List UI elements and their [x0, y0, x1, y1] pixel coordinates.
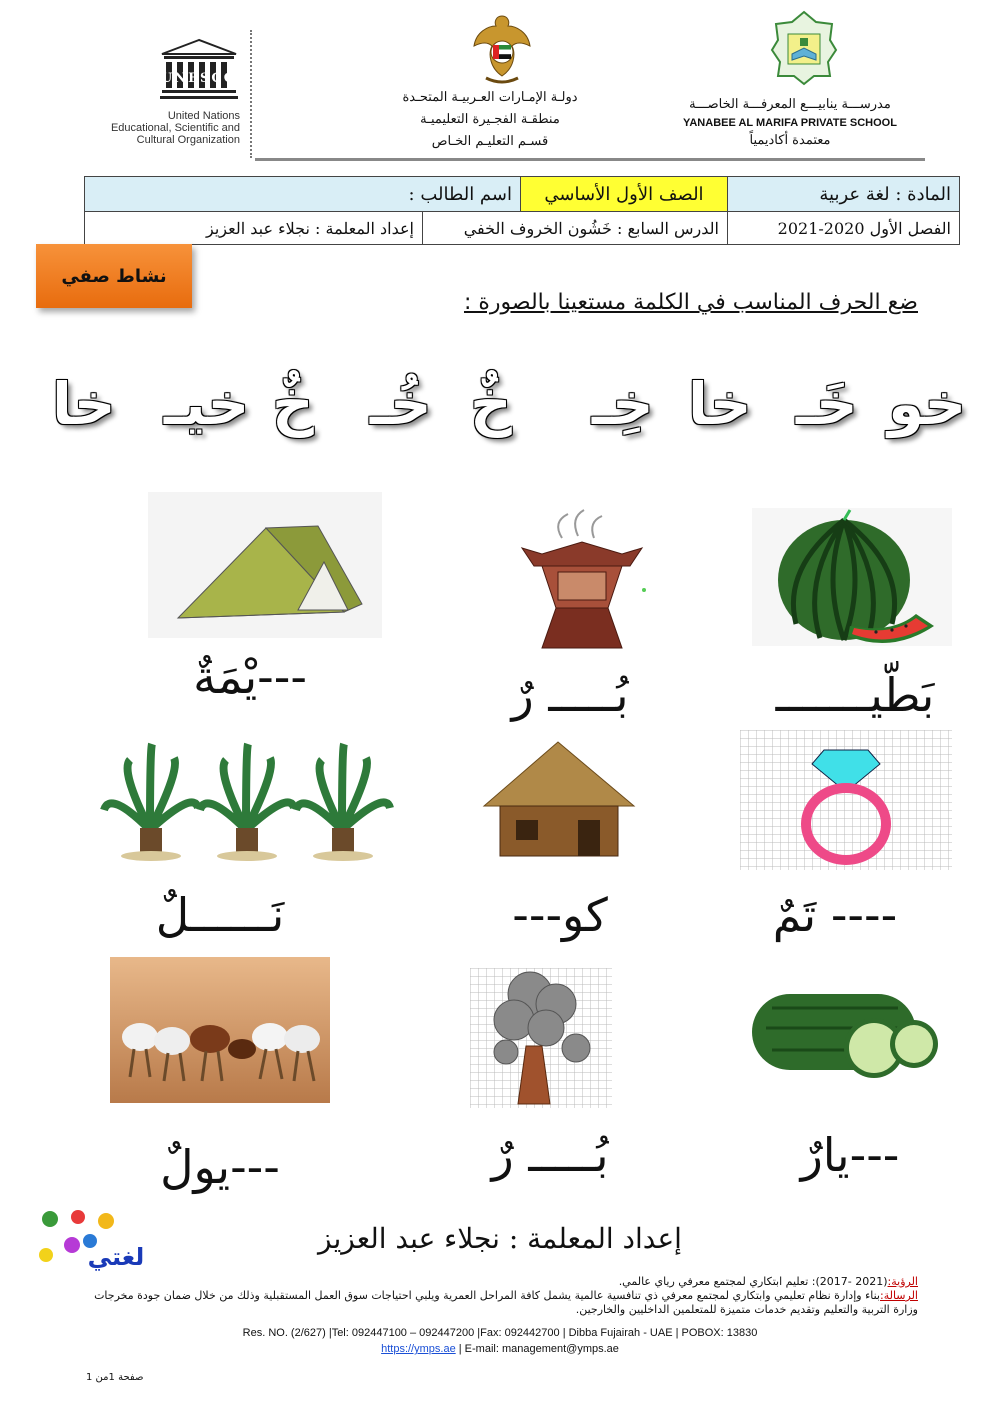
hut-icon	[478, 736, 640, 858]
word-blank[interactable]: ---يولٌ	[160, 1140, 280, 1194]
page-number: صفحة 1من 1	[86, 1372, 144, 1383]
header-rule	[255, 158, 925, 161]
letter-row	[40, 370, 970, 460]
letter-option[interactable]: خا	[52, 370, 116, 438]
vision-label: الرؤية:	[887, 1275, 918, 1288]
ministry-line: دولـة الإمـارات العـربيـة المتحـدة	[402, 90, 578, 105]
tent-icon	[148, 492, 382, 638]
lughati-logo	[30, 1205, 145, 1283]
smoke-icon	[470, 968, 612, 1108]
school-accredited: معتمدة أكاديمياً	[749, 133, 831, 148]
letter-option[interactable]: خيـ	[164, 370, 250, 438]
unesco-line: United Nations	[167, 110, 240, 122]
prepared-by: إعداد المعلمة : نجلاء عبد العزيز	[318, 1222, 682, 1255]
word-blank[interactable]: بُـــــ رٌ	[491, 1128, 609, 1182]
letter-option[interactable]: خا	[688, 370, 752, 438]
unesco-caption	[100, 110, 240, 146]
letter-option[interactable]: خٌ	[272, 370, 314, 438]
letter-option[interactable]: خَـ	[796, 370, 858, 438]
ministry-block	[380, 88, 600, 154]
activity-badge: نشاط صفي	[36, 244, 192, 308]
unesco-line: Cultural Organization	[136, 134, 240, 146]
word-blank[interactable]: كو---	[512, 888, 608, 942]
subject-cell: المادة : لغة عربية	[728, 177, 960, 212]
word-blank[interactable]: ---يْمَةٌ	[193, 650, 307, 704]
contact-block	[100, 1325, 900, 1357]
unesco-line: Educational, Scientific and	[110, 122, 240, 134]
school-name-en: YANABEE AL MARIFA PRIVATE SCHOOL	[683, 117, 897, 129]
info-row	[85, 177, 960, 212]
watermelon-icon	[752, 508, 952, 646]
student-name-cell[interactable]: اسم الطالب :	[85, 177, 521, 212]
uae-emblem-icon	[470, 12, 534, 88]
horses-icon	[110, 957, 330, 1103]
svg-text:UNESCO: UNESCO	[160, 71, 238, 86]
vision-line	[80, 1275, 918, 1289]
lesson-cell: الدرس السابع : خَشُون الخروف الخفي	[422, 212, 727, 245]
vision-mission	[80, 1275, 918, 1317]
cucumber-icon	[748, 968, 940, 1088]
school-logo	[770, 10, 838, 86]
info-table	[84, 176, 960, 245]
mission-line	[80, 1289, 918, 1317]
mission-text: بناء وإدارة نظام تعليمي وابتكاري لمجتمع معرفي ذي تنافسية عالمية يشمل كافة المراحل العمرية ويلبي احتياجات سوق العمل المستقبلية وذلك من خلال ضمان جودة مخرجات وزارة التربية والتعليم وتقديم خدمات متميزة للمتعلمين الداخليين والخارجين.	[94, 1289, 918, 1316]
palm-trees-icon	[100, 730, 392, 862]
incense-burner-icon	[512, 508, 652, 654]
info-row	[85, 212, 960, 245]
header-divider	[250, 30, 252, 158]
website-link[interactable]: https://ymps.ae	[381, 1343, 456, 1355]
web-line	[100, 1341, 900, 1357]
ministry-line: قسـم التعليـم الخـاص	[431, 134, 549, 149]
vision-text: (2021 -2017): تعليم ابتكاري لمجتمع معرفي رياي عالمي.	[618, 1275, 888, 1288]
letter-option[interactable]: خو	[888, 370, 967, 438]
letter-option[interactable]: خُـ	[370, 370, 432, 438]
word-blank[interactable]: ---يارٌ	[800, 1128, 900, 1182]
lughati-logo-word: لغتي	[87, 1243, 145, 1271]
ring-icon	[740, 730, 952, 870]
word-blank[interactable]: بُـــــ رٌ	[511, 668, 629, 722]
school-name-ar: مدرســـة ينابيـــع المعرفـــة الخاصـــة	[689, 97, 891, 112]
instruction-text: ضع الحرف المناسب في الكلمة مستعينا بالصورة :	[463, 290, 918, 315]
letter-option[interactable]: خٌ	[470, 370, 512, 438]
teacher-cell: إعداد المعلمة : نجلاء عبد العزيز	[85, 212, 423, 245]
grade-cell: الصف الأول الأساسي	[521, 177, 728, 212]
letter-option[interactable]: خِـ	[592, 370, 654, 438]
word-blank[interactable]: ---- تَمٌ	[772, 888, 898, 942]
contact-line: Res. NO. (2/627) |Tel: 092447100 – 092447200 |Fax: 092442700 | Dibba Fujairah - UAE | POBOX: 13830	[242, 1327, 758, 1339]
school-block	[680, 96, 900, 150]
ministry-line: منطقـة الفجـيرة التعليميـة	[420, 112, 560, 127]
mission-label: الرسالة:	[879, 1289, 918, 1302]
word-blank[interactable]: بَطّيـــــــ	[775, 668, 935, 722]
unesco-logo	[160, 38, 238, 102]
email-text: | E-mail: management@ymps.ae	[458, 1343, 619, 1355]
term-cell: الفصل الأول 2020-2021	[728, 212, 960, 245]
word-blank[interactable]: نَــــــلٌ	[155, 888, 285, 942]
